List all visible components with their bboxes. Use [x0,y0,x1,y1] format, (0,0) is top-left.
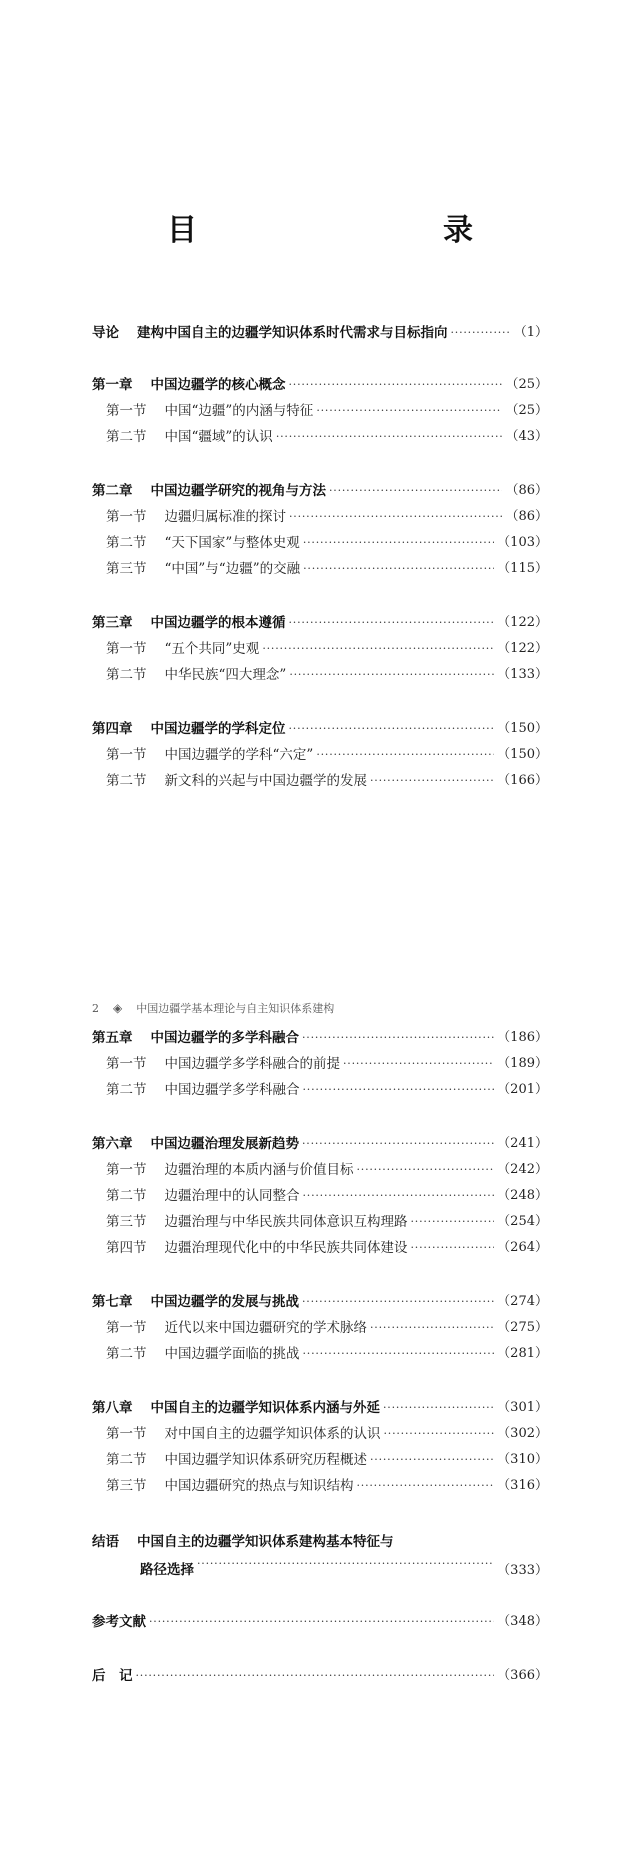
chapter-page: （301） [497,1400,548,1415]
chapter-page: （274） [497,1294,548,1309]
leader-dots [276,426,503,448]
section-title: 边疆治理现代化中的中华民族共同体建设 [164,1240,408,1256]
section-page: （302） [497,1426,548,1441]
section-page: （122） [497,641,548,656]
toc-section[interactable] [92,558,548,580]
conclusion-title-line2: 路径选择 [140,1562,194,1578]
toc-intro[interactable] [92,322,548,344]
section-title: 边疆治理与中华民族共同体意识互构理路 [164,1214,408,1230]
section-page: （310） [497,1452,548,1467]
section-label: 第三节 [106,1214,147,1230]
section-label: 第二节 [106,429,147,445]
section-label: 第二节 [106,773,147,789]
section-label: 第一节 [106,403,147,419]
chapter-label: 第三章 [92,615,133,631]
section-title: 中国边疆学知识体系研究历程概述 [164,1452,367,1468]
section-page: （242） [497,1162,548,1177]
chapter-page: （122） [497,615,548,630]
chapter-title: 中国边疆学的根本遵循 [150,615,286,631]
chapter-title: 中国边疆学的发展与挑战 [150,1294,299,1310]
chapter-page: （241） [497,1136,548,1151]
afterword-page: （366） [497,1668,548,1683]
section-title: 对中国自主的边疆学知识体系的认识 [164,1426,381,1442]
section-label: 第三节 [106,561,147,577]
section-label: 第二节 [106,535,147,551]
toc-section[interactable] [92,638,548,660]
chapter-page: （150） [497,721,548,736]
section-page: （248） [497,1188,548,1203]
section-label: 第一节 [106,1426,147,1442]
section-label: 第一节 [106,1056,147,1072]
chapter-label: 第七章 [92,1294,133,1310]
section-title: “天下国家”与整体史观 [164,535,300,551]
leader-dots [289,506,502,528]
chapter-page: （186） [497,1030,548,1045]
intro-page: （1） [513,325,548,340]
chapter-label: 第八章 [92,1400,133,1416]
leader-dots [289,374,503,396]
section-title: 边疆治理的本质内涵与价值目标 [164,1162,354,1178]
section-title: 边疆治理中的认同整合 [164,1188,300,1204]
section-page: （133） [497,667,548,682]
section-label: 第一节 [106,509,147,525]
toc-section[interactable] [92,664,548,686]
running-header [92,1000,334,1016]
conclusion-page: （333） [497,1562,548,1578]
section-title: 中华民族“四大理念” [164,667,287,683]
toc-chapter[interactable] [92,374,548,396]
section-label: 第三节 [106,1478,147,1494]
toc-chapter[interactable] [92,480,548,502]
leader-dots [316,744,494,766]
chapter-label: 第五章 [92,1030,133,1046]
section-page: （103） [497,535,548,550]
toc-section[interactable] [92,426,548,448]
section-label: 第二节 [106,1346,147,1362]
section-title: 中国边疆学多学科融合的前提 [164,1056,340,1072]
toc-section[interactable] [92,506,548,528]
section-title: 中国边疆学面临的挑战 [164,1346,300,1362]
section-page: （254） [497,1214,548,1229]
section-title: “五个共同”史观 [164,641,260,657]
section-label: 第二节 [106,1082,147,1098]
section-page: （275） [497,1320,548,1335]
section-label: 第一节 [106,641,147,657]
intro-title: 建构中国自主的边疆学知识体系时代需求与目标指向 [137,325,448,341]
chapter-title: 中国边疆学的多学科融合 [150,1030,299,1046]
page-title: 目 录 [167,213,535,248]
leader-dots [289,664,494,686]
section-page: （316） [497,1478,548,1493]
section-title: 中国边疆学的学科“六定” [164,747,314,763]
intro-label: 导论 [92,325,119,341]
section-label: 第二节 [106,1452,147,1468]
leader-dots [316,400,502,422]
section-page: （86） [505,509,548,524]
leader-dots [289,612,495,634]
conclusion-label: 结语 [92,1534,119,1550]
references-page: （348） [497,1614,548,1629]
references-label: 参考文献 [92,1614,146,1630]
toc-chapter[interactable] [92,612,548,634]
section-label: 第一节 [106,1162,147,1178]
chapter-title: 中国边疆学研究的视角与方法 [150,483,326,499]
toc-page-2 [0,960,640,1864]
book-title: 中国边疆学基本理论与自主知识体系建构 [136,1002,335,1015]
toc-chapter[interactable] [92,718,548,740]
chapter-title: 中国自主的边疆学知识体系内涵与外延 [150,1400,380,1416]
section-label: 第二节 [106,1188,147,1204]
page-number: 2 [92,1001,99,1015]
section-title: 中国“边疆”的内涵与特征 [164,403,314,419]
chapter-label: 第一章 [92,377,133,393]
chapter-title: 中国边疆学的核心概念 [150,377,286,393]
section-title: “中国”与“边疆”的交融 [164,561,301,577]
section-label: 第二节 [106,667,147,683]
afterword-label: 后 记 [92,1668,133,1684]
section-page: （25） [505,403,548,418]
section-label: 第一节 [106,747,147,763]
section-title: 中国边疆学多学科融合 [164,1082,300,1098]
section-label: 第四节 [106,1240,147,1256]
leader-dots [451,322,511,344]
section-title: 中国边疆研究的热点与知识结构 [164,1478,354,1494]
section-page: （281） [497,1346,548,1361]
section-page: （189） [497,1056,548,1071]
chapter-label: 第六章 [92,1136,133,1152]
section-page: （150） [497,747,548,762]
leader-dots [303,532,494,554]
section-title: 中国“疆域”的认识 [164,429,273,445]
leader-dots [370,770,494,792]
diamond-ornament-icon: ◈ [113,1001,123,1015]
section-page: （43） [505,429,548,444]
section-title: 边疆归属标准的探讨 [164,509,286,525]
chapter-page: （25） [505,377,548,392]
section-page: （264） [497,1240,548,1255]
section-title: 新文科的兴起与中国边疆学的发展 [164,773,367,789]
toc-section[interactable] [92,532,548,554]
leader-dots [289,718,495,740]
section-page: （115） [497,561,548,576]
chapter-title: 中国边疆治理发展新趋势 [150,1136,299,1152]
section-label: 第一节 [106,1320,147,1336]
section-title: 近代以来中国边疆研究的学术脉络 [164,1320,367,1336]
toc-section[interactable] [92,770,548,792]
toc-section[interactable] [92,744,548,766]
leader-dots [262,638,494,660]
leader-dots [329,480,502,502]
chapter-label: 第四章 [92,721,133,737]
toc-section[interactable] [92,400,548,422]
chapter-page: （86） [505,483,548,498]
section-page: （201） [497,1082,548,1097]
leader-dots [303,558,494,580]
conclusion-title-line1: 中国自主的边疆学知识体系建构基本特征与 [137,1534,394,1550]
chapter-label: 第二章 [92,483,133,499]
section-page: （166） [497,773,548,788]
chapter-title: 中国边疆学的学科定位 [150,721,286,737]
